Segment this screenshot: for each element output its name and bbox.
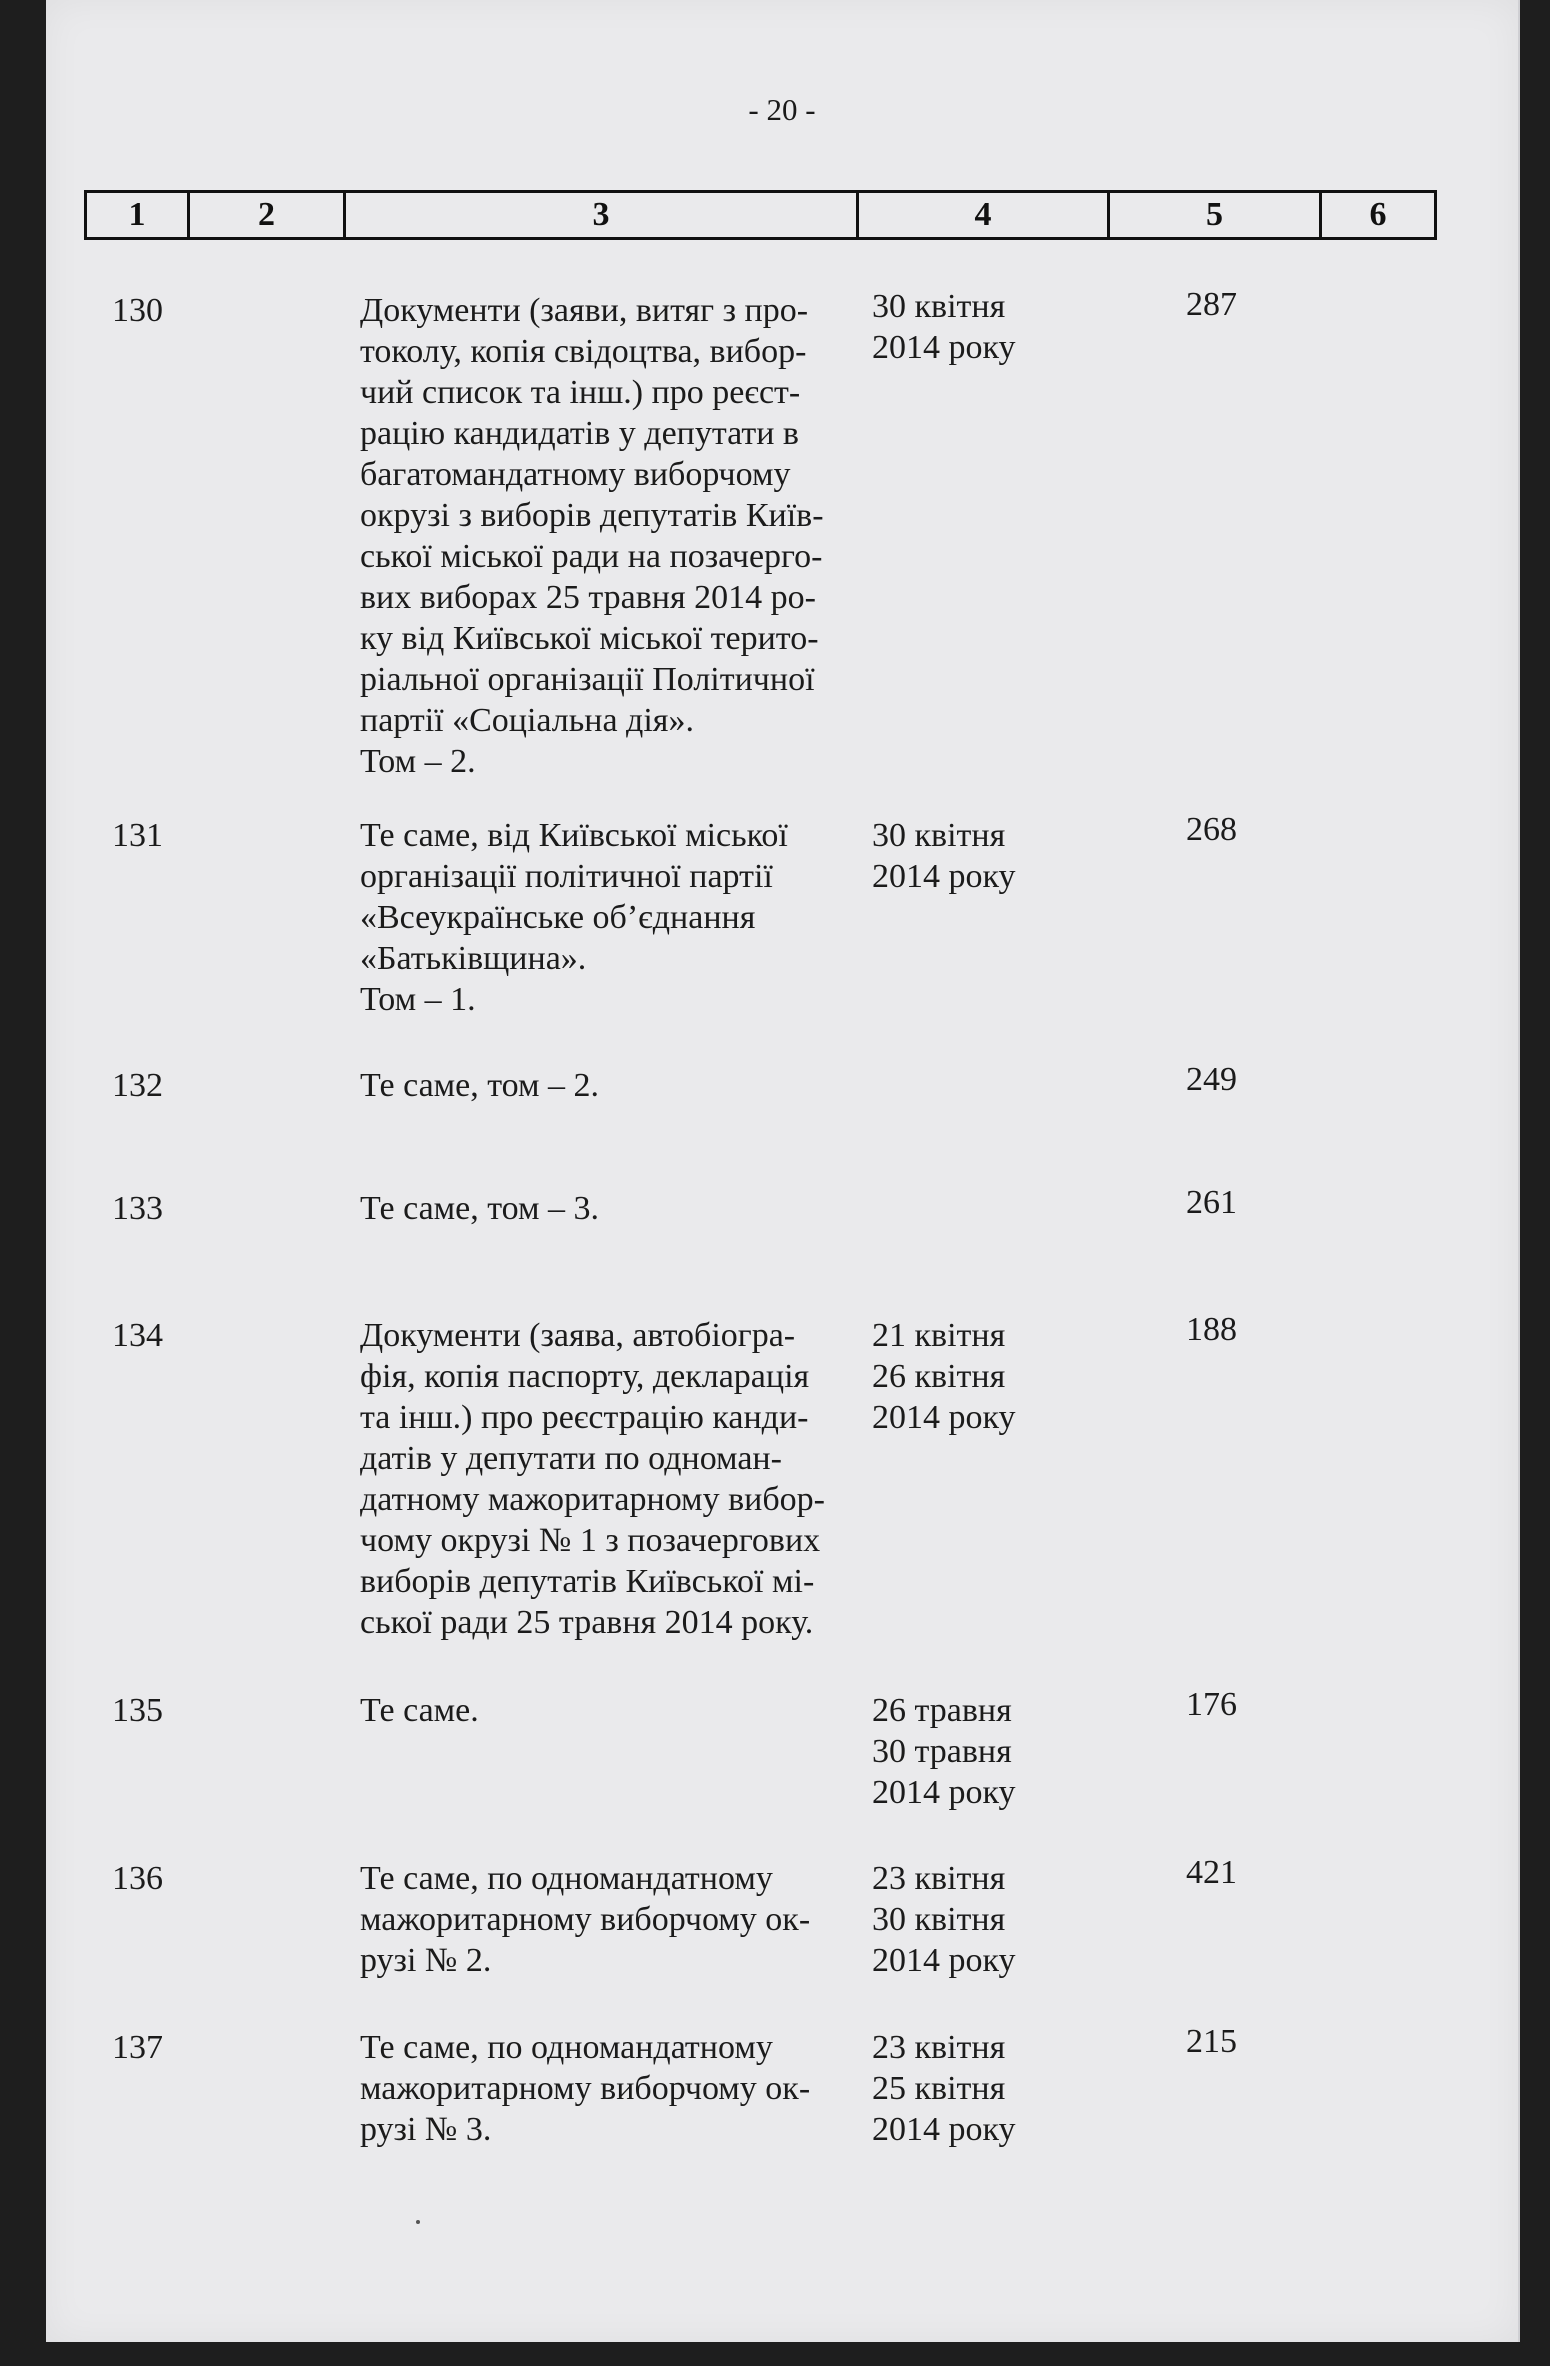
date-line: 2014 року: [872, 329, 1016, 366]
date-line: 23 квітня: [872, 2029, 1006, 2066]
description-line: Те саме, від Київської міської: [360, 817, 788, 854]
date-line: 2014 року: [872, 1774, 1016, 1811]
page-number: - 20 -: [748, 92, 816, 127]
date-line: 30 квітня: [872, 1901, 1006, 1938]
column-header-row: [84, 190, 1437, 240]
description-line: токолу, копія свідоцтва, вибор-: [360, 333, 807, 370]
document-page: [46, 0, 1520, 2342]
description-line: партії «Соціальна дія».: [360, 702, 694, 739]
record-sheets: 287: [1186, 286, 1237, 323]
date-line: 2014 року: [872, 1399, 1016, 1436]
description-line: ської ради 25 травня 2014 року.: [360, 1604, 814, 1641]
column-header-2: 2: [190, 193, 346, 237]
record-description: [360, 1188, 880, 1229]
description-line: Те саме.: [360, 1692, 479, 1729]
description-line: мажоритарному виборчому ок-: [360, 2070, 811, 2107]
record-number: 136: [112, 1860, 163, 1897]
record-sheets: 268: [1186, 811, 1237, 848]
description-line: датному мажоритарному вибор-: [360, 1481, 825, 1518]
description-line: та інш.) про реєстрацію канди-: [360, 1399, 809, 1436]
description-line: Том – 2.: [360, 743, 476, 780]
description-line: окрузі з виборів депутатів Київ-: [360, 497, 824, 534]
description-line: «Всеукраїнське об’єднання: [360, 899, 756, 936]
record-description: [360, 1065, 880, 1106]
paper-speck: [416, 2220, 420, 2224]
description-line: організації політичної партії: [360, 858, 773, 895]
column-header-6: 6: [1369, 196, 1387, 233]
date-line: 26 травня: [872, 1692, 1012, 1729]
description-line: фія, копія паспорту, декларація: [360, 1358, 810, 1395]
column-header-3: 3: [346, 193, 859, 237]
date-line: 2014 року: [872, 2111, 1016, 2148]
description-line: Документи (заяви, витяг з про-: [360, 292, 809, 329]
record-dates: [872, 1315, 1072, 1438]
description-line: ської міської ради на позачерго-: [360, 538, 823, 575]
date-line: 30 квітня: [872, 817, 1006, 854]
record-sheets: 249: [1186, 1061, 1237, 1098]
description-line: Том – 1.: [360, 981, 476, 1018]
description-line: Те саме, по одномандатному: [360, 2029, 773, 2066]
record-description: [360, 1690, 880, 1731]
date-line: 30 травня: [872, 1733, 1012, 1770]
record-sheets: 421: [1186, 1854, 1237, 1891]
description-line: Документи (заява, автобіогра-: [360, 1317, 796, 1354]
column-header-1: 1: [87, 193, 190, 237]
record-dates: [872, 815, 1072, 897]
date-line: 21 квітня: [872, 1317, 1006, 1354]
description-line: чому окрузі № 1 з позачергових: [360, 1522, 821, 1559]
date-line: 25 квітня: [872, 2070, 1006, 2107]
description-line: виборів депутатів Київської мі-: [360, 1563, 815, 1600]
record-sheets: 261: [1186, 1184, 1237, 1221]
record-number: 131: [112, 817, 163, 854]
description-line: датів у депутати по одноман-: [360, 1440, 782, 1477]
description-line: «Батьківщина».: [360, 940, 587, 977]
record-number: 130: [112, 292, 163, 329]
date-line: 26 квітня: [872, 1358, 1006, 1395]
record-dates: [872, 2027, 1072, 2150]
date-line: 2014 року: [872, 1942, 1016, 1979]
record-dates: [872, 1858, 1072, 1981]
record-sheets: 215: [1186, 2023, 1237, 2060]
record-number: 137: [112, 2029, 163, 2066]
record-description: [360, 1858, 880, 1981]
description-line: рузі № 2.: [360, 1942, 492, 1979]
description-line: ріальної організації Політичної: [360, 661, 815, 698]
description-line: вих виборах 25 травня 2014 ро-: [360, 579, 816, 616]
description-line: мажоритарному виборчому ок-: [360, 1901, 811, 1938]
record-number: 132: [112, 1067, 163, 1104]
description-line: чий список та інш.) про реєст-: [360, 374, 801, 411]
column-header-5: 5: [1110, 193, 1322, 237]
record-description: [360, 815, 880, 1020]
description-line: ку від Київської міської терито-: [360, 620, 819, 657]
date-line: 2014 року: [872, 858, 1016, 895]
description-line: рацію кандидатів у депутати в: [360, 415, 799, 452]
description-line: Те саме, по одномандатному: [360, 1860, 773, 1897]
record-description: [360, 1315, 880, 1643]
record-number: 134: [112, 1317, 163, 1354]
description-line: Те саме, том – 3.: [360, 1190, 600, 1227]
record-number: 135: [112, 1692, 163, 1729]
description-line: багатомандатному виборчому: [360, 456, 791, 493]
record-sheets: 176: [1186, 1686, 1237, 1723]
record-dates: [872, 286, 1072, 368]
date-line: 30 квітня: [872, 288, 1006, 325]
column-header-4: 4: [859, 193, 1110, 237]
record-dates: [872, 1690, 1072, 1813]
date-line: 23 квітня: [872, 1860, 1006, 1897]
record-number: 133: [112, 1190, 163, 1227]
description-line: рузі № 3.: [360, 2111, 492, 2148]
record-sheets: 188: [1186, 1311, 1237, 1348]
record-description: [360, 290, 880, 782]
record-description: [360, 2027, 880, 2150]
description-line: Те саме, том – 2.: [360, 1067, 600, 1104]
